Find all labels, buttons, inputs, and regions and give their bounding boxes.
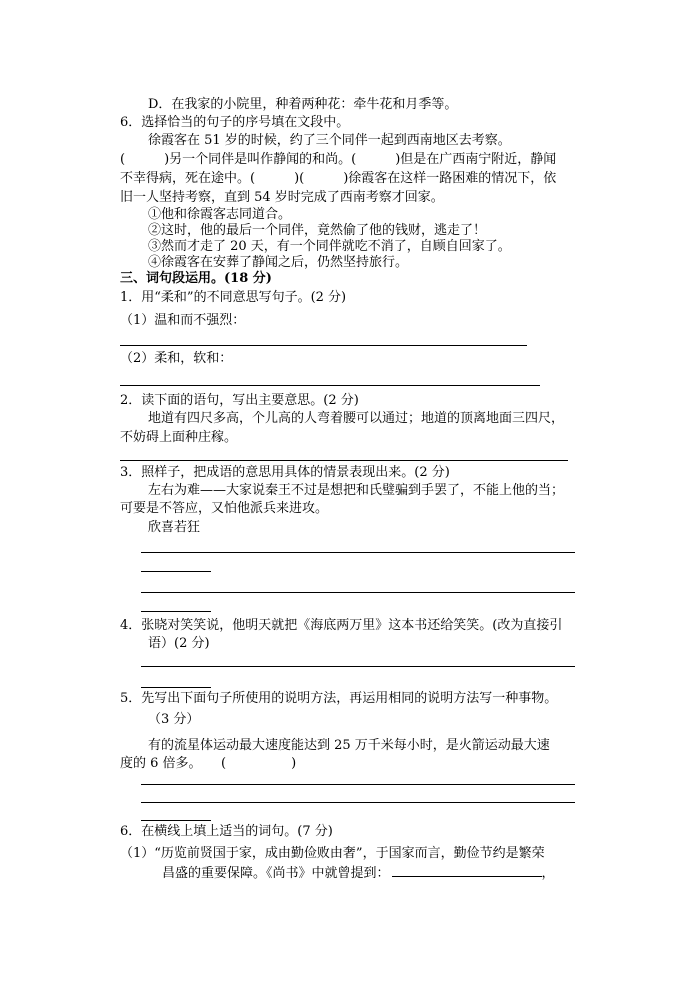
q3-example-1: 左右为难——大家说秦王不过是想把和氏璧骗到手罢了，不能上他的当；: [148, 483, 565, 498]
passage-line-1: 徐霞客在 51 岁的时候，约了三个同伴一起到西南地区去考察。: [148, 133, 511, 148]
q3-answer-line-3[interactable]: [141, 592, 575, 593]
q5-line-1: 5．先写出下面句子所使用的说明方法，再运用相同的说明方法写一种事物。: [120, 691, 558, 706]
q6-sub1-line-1: （1）“历览前贤国于家，成由勤俭败由奢”，于国家而言，勤俭节约是繁荣: [120, 846, 545, 861]
q6-sub1-line-2: [162, 864, 555, 883]
q6-sub1-blank[interactable]: [392, 864, 542, 877]
section-3-heading: 三、词句段运用。(18 分): [120, 271, 272, 286]
passage-line-3: 不幸得病，死在途中。( )( )徐霞客在这样一路困难的情况下，依: [120, 171, 557, 186]
q4-answer-line-2[interactable]: [141, 687, 211, 688]
passage-line-4: 旧一人坚持考察，直到 54 岁时完成了西南考察才回家。: [120, 190, 444, 205]
question-6-title: 6．选择恰当的句子的序号填在文段中。: [120, 115, 350, 130]
q4-line-1: 4．张晓对笑笑说，他明天就把《海底两万里》这本书还给笑笑。(改为直接引: [120, 618, 563, 633]
choice-1: ①他和徐霞客志同道合。: [148, 207, 292, 222]
choice-4: ④徐霞客在安葬了静闻之后，仍然坚持旅行。: [148, 255, 409, 270]
q2-answer-line[interactable]: [120, 460, 568, 461]
q3-title: 3．照样子，把成语的意思用具体的情景表现出来。(2 分): [120, 465, 450, 480]
q5-sentence-2: 度的 6 倍多。 ( ): [120, 756, 297, 771]
q3-example-2: 可要是不答应，又怕他派兵来进攻。: [120, 501, 329, 516]
q4-answer-line-1[interactable]: [141, 666, 575, 667]
q2-text-2: 不妨碍上面种庄稼。: [120, 430, 238, 445]
passage-line-2: ( )另一个同伴是叫作静闻的和尚。( )但是在广西南宁附近，静闻: [120, 152, 557, 167]
q1-sub1: （1）温和而不强烈：: [120, 313, 246, 328]
choice-2: ②这时，他的最后一个同伴，竟然偷了他的钱财，逃走了！: [148, 223, 487, 238]
q5-answer-line-3[interactable]: [141, 820, 211, 821]
q6-sub1-comma: ，: [541, 866, 555, 881]
q1-answer-line-1[interactable]: [120, 345, 527, 346]
q5-answer-line-2[interactable]: [141, 802, 575, 803]
q3-answer-line-1[interactable]: [141, 552, 575, 553]
q3-answer-line-4[interactable]: [141, 611, 211, 612]
q3-answer-line-2[interactable]: [141, 571, 211, 572]
q3-prompt: 欣喜若狂: [148, 520, 201, 535]
q5-line-2: （3 分）: [148, 712, 200, 727]
option-d: D．在我家的小院里，种着两种花：牵牛花和月季等。: [148, 97, 458, 112]
q4-line-2: 语）(2 分): [148, 636, 210, 651]
choice-3: ③然而才走了 20 天，有一个同伴就吃不消了，自顾自回家了。: [148, 239, 511, 254]
q1-answer-line-2[interactable]: [120, 385, 540, 386]
q6-sub1-text: 昌盛的重要保障。《尚书》中就曾提到：: [162, 866, 390, 881]
q1-sub2: （2）柔和，软和：: [120, 351, 233, 366]
q2-text-1: 地道有四尺多高，个儿高的人弯着腰可以通过；地道的顶离地面三四尺，: [148, 411, 565, 426]
q5-answer-line-1[interactable]: [141, 784, 575, 785]
q6-title: 6．在横线上填上适当的词句。(7 分): [120, 824, 333, 839]
q2-title: 2．读下面的语句，写出主要意思。(2 分): [120, 393, 359, 408]
q5-sentence-1: 有的流星体运动最大速度能达到 25 万千米每小时，是火箭运动最大速: [148, 738, 550, 753]
q1-title: 1．用“柔和”的不同意思写句子。(2 分): [120, 290, 347, 305]
